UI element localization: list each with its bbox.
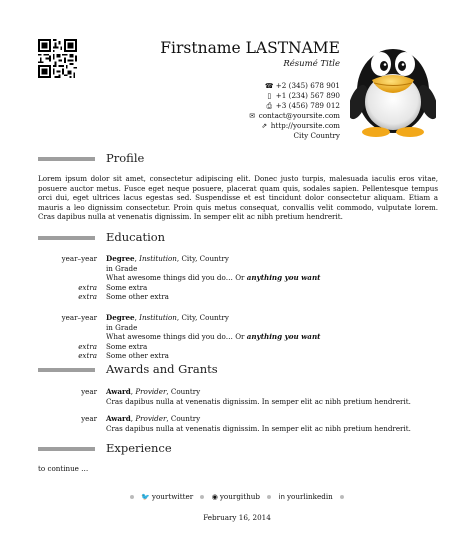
profile-section [38, 151, 438, 222]
section-rule [38, 236, 95, 240]
penguin-photo [350, 36, 436, 138]
contact-list [150, 81, 340, 141]
footer-date: February 16, 2014 [203, 513, 271, 522]
mobile-icon: ▯ [267, 92, 272, 100]
separator-dot [267, 495, 271, 499]
contact-email[interactable] [150, 111, 340, 121]
twitter-icon: 🐦 [141, 493, 150, 501]
awards-section [38, 362, 438, 433]
resume-header [150, 38, 340, 141]
education-date: year–year [61, 254, 97, 263]
twitter-link[interactable]: 🐦 yourtwitter [141, 492, 194, 501]
education-description: What awesome things did you do… Or anything you want [106, 273, 321, 283]
profile-text: Lorem ipsum dolor sit amet, consectetur adipiscing elit. Donec justo turpis, malesuada iaculis eros vitae, posuere auctor metus. Fusce eget neque posuere, placerat quam quis, sodales sapien. Pellentesque tempus orci dui, eget ultrices lacus egestas sed. Suspendisse et est tincidunt dolor consectetur aliquam. Etiam a mauris a leo dignissim consectetur. Proin quis metus consequat, convallis velit commodo, vulputate lorem. Cras dapibus nulla at venenatis dignissim. In semper elit ac nibh pretium hendrerit. [38, 174, 438, 222]
phone-icon: ☎ [264, 82, 274, 90]
address-text: City Country [293, 131, 340, 140]
mobile-number: +1 (234) 567 890 [275, 91, 340, 100]
experience-text: to continue … [38, 464, 89, 473]
github-icon: ◉ [211, 493, 218, 501]
education-date: year–year [61, 312, 97, 322]
experience-heading: Experience [106, 441, 172, 455]
full-name: Firstname LASTNAME [160, 39, 340, 57]
separator-dot [200, 495, 204, 499]
github-link[interactable]: ◉ yourgithub [211, 492, 260, 501]
linkedin-link[interactable]: in yourlinkedin [278, 492, 333, 501]
contact-address [150, 131, 340, 141]
contact-website[interactable] [150, 121, 340, 131]
education-entry: year–year Degree, Institution, City, Country in Grade What awesome things did you do… Or anything you want extra Some extra extra Some other extra [38, 254, 438, 302]
education-grade: in Grade [106, 263, 138, 273]
education-description: What awesome things did you do… Or anything you want [106, 332, 321, 342]
qr-code-image [38, 39, 77, 78]
awards-heading: Awards and Grants [106, 362, 218, 376]
award-entry: year Award, Provider, Country Cras dapibus nulla at venenatis dignissim. In semper elit ac nibh pretium hendrerit. [38, 387, 438, 406]
email-link[interactable]: contact@yoursite.com [258, 111, 340, 120]
award-date: year [81, 387, 97, 396]
fax-icon: ⎙ [266, 102, 273, 110]
contact-phone [150, 81, 340, 91]
education-entry: year–year Degree, Institution, City, Country in Grade What awesome things did you do… Or anything you want extra Some extra extra Some other extra [38, 313, 438, 361]
separator-dot [130, 495, 134, 499]
fax-number: +3 (456) 789 012 [275, 101, 340, 110]
award-date: year [81, 414, 97, 424]
award-description: Cras dapibus nulla at venenatis dignissim. In semper elit ac nibh pretium hendrerit. [106, 396, 411, 406]
section-rule [38, 368, 95, 372]
resume-title: Résumé Title [283, 59, 340, 69]
experience-section [38, 441, 438, 474]
envelope-icon: ✉ [249, 112, 256, 120]
website-link[interactable]: http://yoursite.com [270, 121, 340, 130]
phone-number: +2 (345) 678 901 [275, 81, 340, 90]
education-heading: Education [106, 230, 166, 244]
education-grade: in Grade [106, 322, 138, 332]
social-links [0, 492, 474, 502]
section-rule [38, 447, 95, 451]
separator-dot [340, 495, 344, 499]
external-link-icon: ⇗ [261, 122, 268, 130]
award-entry: year Award, Provider, Country Cras dapibus nulla at venenatis dignissim. In semper elit ac nibh pretium hendrerit. [38, 414, 438, 433]
profile-heading: Profile [106, 151, 145, 165]
education-section [38, 230, 438, 361]
section-rule [38, 157, 95, 161]
contact-fax [150, 101, 340, 111]
contact-mobile [150, 91, 340, 101]
award-description: Cras dapibus nulla at venenatis dignissim. In semper elit ac nibh pretium hendrerit. [106, 423, 411, 433]
linkedin-icon: in [278, 493, 285, 501]
